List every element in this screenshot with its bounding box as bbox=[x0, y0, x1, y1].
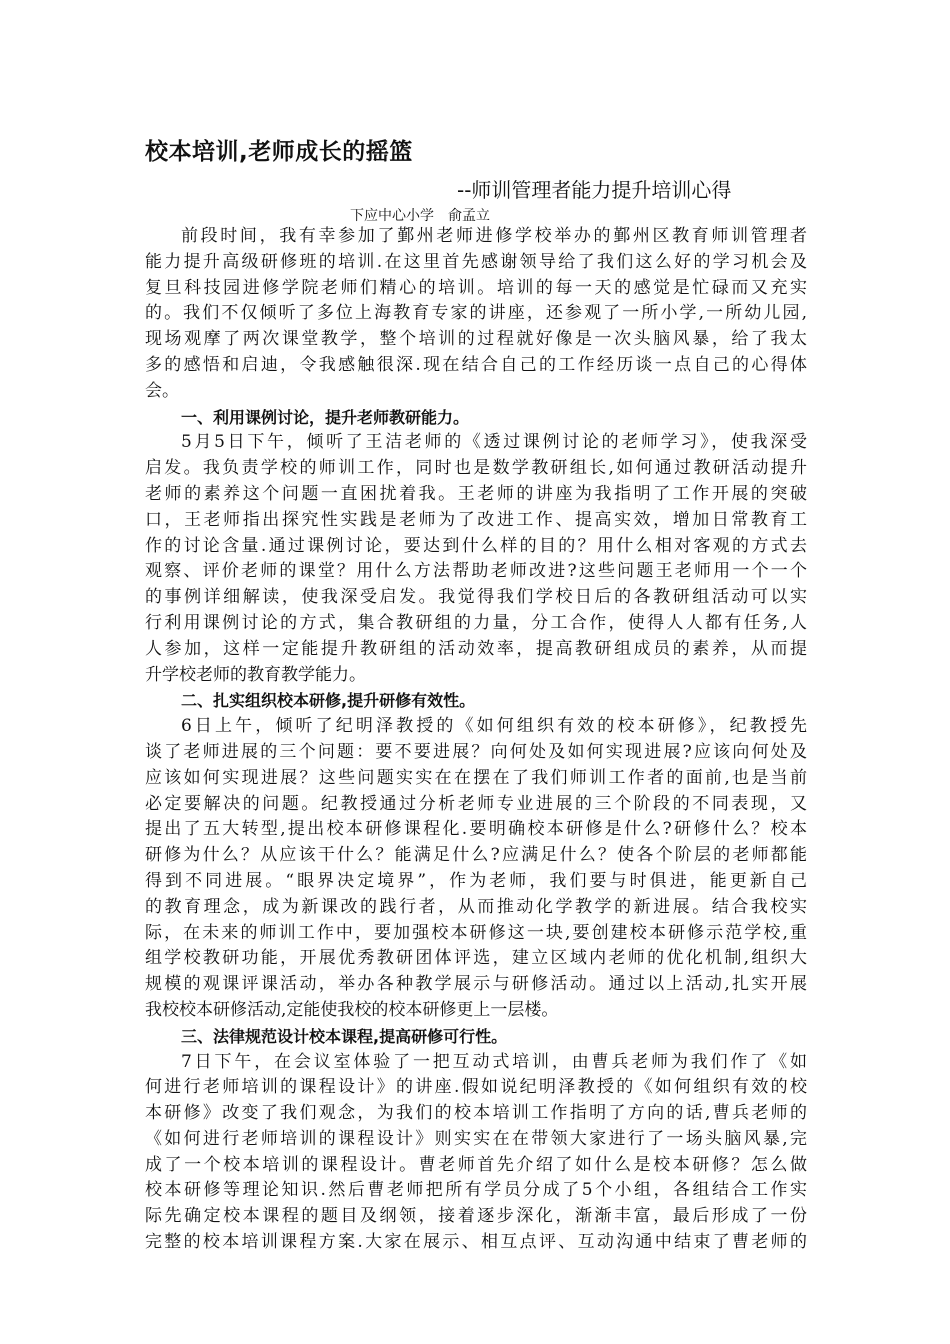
text-line: 我校校本研修活动,定能使我校的校本研修更上一层楼。 bbox=[145, 999, 559, 1020]
text-line: 口，王老师指出探究性实践是老师为了改进工作、提高实效，增加日常教育工 bbox=[145, 509, 807, 530]
text-line: 5月5日下午，倾听了王洁老师的《透过课例讨论的老师学习》，使我深受 bbox=[181, 432, 807, 453]
text-line: 多的感悟和启迪，令我感触很深.现在结合自己的工作经历谈一点自己的心得体 bbox=[145, 354, 807, 375]
text-line: 老师的素养这个问题一直困扰着我。王老师的讲座为我指明了工作开展的突破 bbox=[145, 483, 807, 504]
text-line: 的。我们不仅倾听了多位上海教育专家的讲座，还参观了一所小学,一所幼儿园, bbox=[145, 303, 807, 324]
text-line: 本研修》改变了我们观念，为我们的校本培训工作指明了方向的话,曹兵老师的 bbox=[145, 1103, 807, 1124]
text-line: 际先确定校本课程的题目及纲领，接着逐步深化，渐渐丰富，最后形成了一份 bbox=[145, 1206, 807, 1227]
text-line: 复旦科技园进修学院老师们精心的培训。培训的每一天的感觉是忙碌而又充实 bbox=[145, 277, 807, 298]
document-title: 校本培训,老师成长的摇篮 bbox=[145, 139, 413, 165]
text-line: 观察、评价老师的课堂？用什么方法帮助老师改进?这些问题王老师用一个一个 bbox=[145, 561, 807, 582]
text-line: 《如何进行老师培训的课程设计》则实实在在带领大家进行了一场头脑风暴,完 bbox=[145, 1128, 807, 1149]
text-line: 校本研修等理论知识.然后曹老师把所有学员分成了5个小组，各组结合工作实 bbox=[145, 1180, 807, 1201]
section-heading: 三、法律规范设计校本课程,提高研修可行性。 bbox=[181, 1026, 508, 1046]
text-line: 谈了老师进展的三个问题：要不要进展？向何处及如何实现进展?应该向何处及 bbox=[145, 741, 807, 762]
text-line: 的教育理念，成为新课改的践行者，从而推动化学教学的新进展。结合我校实 bbox=[145, 896, 807, 917]
document-subtitle: --师训管理者能力提升培训心得 bbox=[457, 178, 732, 202]
text-line: 的事例详细解读，使我深受启发。我觉得我们学校日后的各教研组活动可以实 bbox=[145, 587, 807, 608]
text-line: 6日上午，倾听了纪明泽教授的《如何组织有效的校本研修》，纪教授先 bbox=[181, 716, 807, 737]
text-line: 启发。我负责学校的师训工作，同时也是数学教研组长,如何通过教研活动提升 bbox=[145, 458, 807, 479]
section-heading: 二、扎实组织校本研修,提升研修有效性。 bbox=[181, 691, 476, 711]
text-line: 作的讨论含量.通过课例讨论，要达到什么样的目的？用什么相对客观的方式去 bbox=[145, 535, 807, 556]
document-body bbox=[145, 224, 807, 1256]
text-line: 组学校教研功能，开展优秀教研团体评选，建立区域内老师的优化机制,组织大 bbox=[145, 948, 807, 969]
text-line: 升学校老师的教育教学能力。 bbox=[145, 664, 366, 685]
author-line: 下应中心小学 俞孟立 bbox=[350, 208, 490, 224]
text-line: 会。 bbox=[145, 380, 179, 401]
text-line: 现场观摩了两次课堂教学，整个培训的过程就好像是一次头脑风暴，给了我太 bbox=[145, 329, 807, 350]
text-line: 前段时间，我有幸参加了鄞州老师进修学校举办的鄞州区教育师训管理者 bbox=[181, 226, 807, 246]
text-line: 必定要解决的问题。纪教授通过分析老师专业进展的三个阶段的不同表现，又 bbox=[145, 793, 807, 814]
text-line: 能力提升高级研修班的培训.在这里首先感谢领导给了我们这么好的学习机会及 bbox=[145, 251, 807, 272]
text-line: 规模的观课评课活动，举办各种教学展示与研修活动。通过以上活动,扎实开展 bbox=[145, 974, 807, 995]
text-line: 应该如何实现进展？这些问题实实在在摆在了我们师训工作者的面前,也是当前 bbox=[145, 767, 807, 788]
text-line: 7日下午，在会议室体验了一把互动式培训，由曹兵老师为我们作了《如 bbox=[181, 1051, 807, 1072]
text-line: 行利用课例讨论的方式，集合教研组的力量，分工合作，使得人人都有任务,人 bbox=[145, 612, 807, 633]
text-line: 人参加，这样一定能提升教研组的活动效率，提高教研组成员的素养，从而提 bbox=[145, 638, 807, 659]
section-heading: 一、利用课例讨论，提升老师教研能力。 bbox=[181, 407, 470, 427]
text-line: 成了一个校本培训的课程设计。曹老师首先介绍了如什么是校本研修？怎么做 bbox=[145, 1154, 807, 1175]
text-line: 提出了五大转型,提出校本研修课程化.要明确校本研修是什么?研修什么？校本 bbox=[145, 819, 807, 840]
text-line: 际，在未来的师训工作中，要加强校本研修这一块,要创建校本研修示范学校,重 bbox=[145, 922, 807, 943]
text-line: 完整的校本培训课程方案.大家在展示、相互点评、互动沟通中结束了曹老师的 bbox=[145, 1232, 807, 1253]
text-line: 何进行老师培训的课程设计》的讲座.假如说纪明泽教授的《如何组织有效的校 bbox=[145, 1077, 807, 1098]
text-line: 得到不同进展。“眼界决定境界”，作为老师，我们要与时俱进，能更新自己 bbox=[145, 870, 807, 891]
text-line: 研修为什么？从应该干什么？能满足什么?应满足什么？使各个阶层的老师都能 bbox=[145, 845, 807, 866]
